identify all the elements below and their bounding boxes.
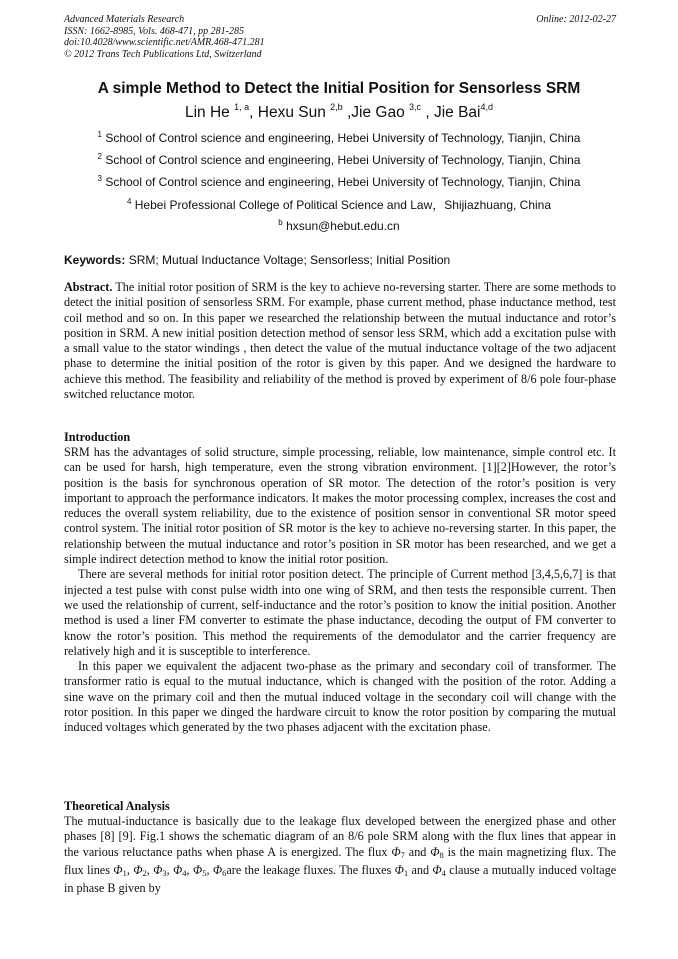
affiliation-text: School of Control science and engineering, Hebei University of Technology, Tianjin, China	[105, 131, 581, 145]
affiliation-sup: 1	[97, 130, 102, 139]
phi-symbol: $\Phi_4$	[173, 862, 187, 878]
phi-symbol: $\Phi_8$	[430, 844, 444, 860]
phi-symbol: $\Phi_4$	[432, 862, 446, 878]
keywords-text: SRM; Mutual Inductance Voltage; Sensorless; Initial Position	[128, 253, 451, 267]
affiliation-sup: b	[278, 218, 283, 227]
keywords-label: Keywords:	[64, 253, 126, 267]
author-line: Lin He $^{1, a}$, Hexu Sun $^{2,b}$ ,Jie Gao $^{3,c}$ , Jie Bai$^{4,d}$	[184, 102, 493, 121]
text-run: and	[408, 844, 427, 859]
affiliation-4	[40, 196, 638, 213]
phi-symbol: $\Phi_6$	[212, 862, 227, 878]
issn-line: ISSN: 1662-8985, Vols. 468-471, pp 281-285	[64, 25, 244, 37]
affiliation-sup: 4	[126, 197, 132, 206]
online-date: Online: 2012-02-27	[536, 14, 616, 25]
journal-header	[64, 14, 616, 60]
section-heading-introduction: Introduction	[64, 430, 131, 444]
author-sup: 1, a	[234, 102, 250, 112]
paper-title: A simple Method to Detect the Initial Position for Sensorless SRM	[97, 80, 581, 97]
phi-symbol: $\Phi_7$	[391, 844, 405, 860]
text-run: are the leakage fluxes. The fluxes	[226, 862, 392, 877]
contact-email	[40, 218, 638, 233]
phi-symbol: $\Phi_1$	[113, 862, 127, 878]
author-sup: 2,b	[330, 102, 343, 112]
paragraph: SRM has the advantages of solid structure, simple processing, reliable, low maintenance, simple control etc. It can be used for harsh, high temperature, even the strong vibration environment. [1][2]However, the rotor’s position is the basis for synchronous operation of SR motor. The detection of the rotor’s position is very important to approach the performance indicators. It makes the motor processing complex, increases the cost and reduces the overall system reliability, due to the existence of position sensor in conventional SR motor speed control system. The initial rotor position of SR motor is the key to achieve no-reversing starter. In this paper, the relationship between the mutual inductance and rotor’s position in SR motor has been researched, and we get a simple indirect detection method to know the initial rotor position.	[64, 445, 616, 567]
affiliation-1	[40, 130, 638, 145]
phi-symbol: $\Phi_2$	[133, 862, 147, 878]
keywords	[64, 253, 450, 267]
text-run: The mutual-inductance is basically due to the leakage flux developed between the energized phase and other phases [8] [9]. Fig.1 shows the schematic diagram of an 8/6 pole SRM along with the flux lines that appear in the various reluctance paths when phase A is energized. The flux	[64, 814, 616, 859]
affiliation-sup: 2	[97, 152, 102, 161]
phi-symbol: $\Phi_5$	[192, 862, 207, 878]
doi-line: doi:10.4028/www.scientific.net/AMR.468-471.281	[64, 37, 265, 48]
text-run: clause a mutually induced voltage in phase B given by	[64, 862, 617, 896]
abstract	[64, 280, 616, 402]
phi-symbol: $\Phi_1$	[394, 862, 409, 878]
author-name: Hexu Sun	[257, 104, 326, 121]
affiliation-sup: 3	[97, 174, 102, 183]
abstract-text: The initial rotor position of SRM is the key to achieve no-reversing starter. There are some methods to detect the initial position of sensorless SRM. For example, phase current method, phase inductance method, test coil method and so on. In this paper we researched the relationship between the mutual inductance and rotor’s position in SRM. A new initial position detection method of sensor less SRM, which add a excitation pulse with a small value to the stator windings , then detect the value of the mutual inductance voltage of the two adjacent phase to determine the initial position of the rotor is given by this paper. And we designed the hardware to achieve this method. The feasibility and reliability of the method is proved by experiment of 8/6 pole four-phase switched reluctance motor.	[64, 280, 616, 402]
theory-body	[64, 814, 616, 896]
email-text: hxsun@hebut.edu.cn	[286, 219, 400, 233]
affiliation-text: Hebei Professional College of Political Science and Law，Shijiazhuang, China	[134, 198, 552, 212]
journal-name: Advanced Materials Research	[64, 14, 185, 25]
paragraph: There are several methods for initial rotor position detect. The principle of Current method [3,4,5,6,7] is that injected a test pulse with const pulse width into one wing of SRM, and then tests the responsible current. Then we used the relationship of current, self-inductance and the rotor’s position to know the initial position. Another method is used a liner FM converter to estimate the phase inductance, decoding the output of FM converter to know the rotor’s position. This method the requirements of the demodulator and the carrier frequency are relatively high and it is susceptible to interference.	[64, 567, 616, 658]
author-sup: 4,d	[480, 102, 493, 112]
author-name: Lin He	[184, 104, 230, 121]
copyright-line: © 2012 Trans Tech Publications Ltd, Switzerland	[64, 48, 262, 60]
section-heading-theoretical-analysis: Theoretical Analysis	[64, 799, 170, 813]
text-run: and	[411, 862, 430, 877]
paragraph: The mutual-inductance is basically due to the leakage flux developed between the energized phase and other phases [8] [9]. Fig.1 shows the schematic diagram of an 8/6 pole SRM along with the flux lines that appear in the various reluctance paths when phase A is energized. The flux $\Phi_7$ and $\Phi_8$ is the main magnetizing flux. The flux lines $\Phi_1$, $\Phi_2$, $\Phi_3$, $\Phi_4$, $\Phi_5$, $\Phi_6are$ the leakage fluxes. The fluxes $\Phi_1$ and $\Phi_4$ clause a mutually induced voltage in phase B given by	[64, 814, 617, 896]
author-name: Jie Gao	[351, 104, 405, 121]
introduction-body	[64, 445, 616, 736]
affiliation-text: School of Control science and engineering, Hebei University of Technology, Tianjin, China	[105, 153, 581, 167]
affiliation-text: School of Control science and engineering, Hebei University of Technology, Tianjin, China	[105, 175, 581, 189]
affiliation-2	[40, 152, 638, 167]
phi-symbol: $\Phi_3$	[153, 862, 167, 878]
affiliation-3	[40, 174, 638, 189]
abstract-label: Abstract.	[64, 280, 113, 294]
author-sup: 3,c	[409, 102, 422, 112]
paragraph: In this paper we equivalent the adjacent two-phase as the primary and secondary coil of transformer. The transformer ratio is equal to the mutual inductance, which is changed with the position of the rotor. Adding a sine wave on the primary coil and then the mutual induced voltage in the secondary coil will change with the rotor position. In this paper we dinged the hardware circuit to know the rotor position by comparing the mutual induced voltages which generated by the two phases adjacent with the excitation phase.	[64, 659, 616, 735]
author-name: Jie Bai	[433, 104, 481, 121]
text-run: is the main magnetizing flux. The flux lines	[64, 844, 617, 877]
